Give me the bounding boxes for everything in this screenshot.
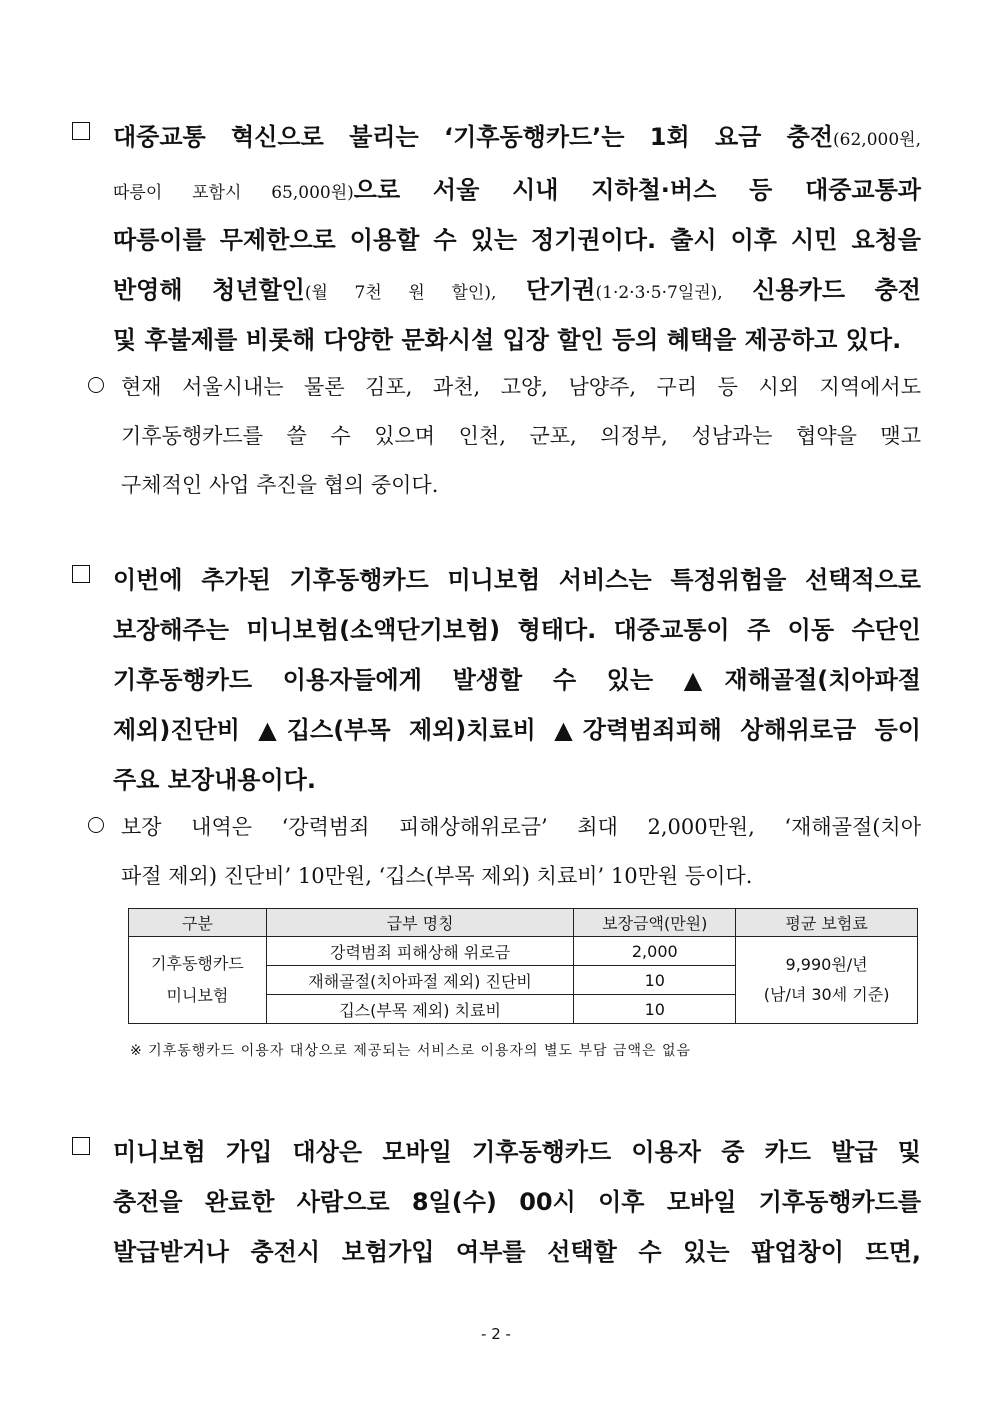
category-line-1: 기후동행카드 xyxy=(151,954,244,973)
sub-bullet-circle xyxy=(88,377,104,393)
text: 반영해 청년할인 xyxy=(113,276,305,304)
text: 으로 서울 시내 지하철·버스 등 대중교통과 xyxy=(353,176,921,204)
section1-sub-line-3: 구체적인 사업 추진을 협의 중이다. xyxy=(121,473,439,497)
premium-line-1: 9,990원/년 xyxy=(785,955,868,974)
section1-sub-line-1: 현재 서울시내는 물론 김포, 과천, 고양, 남양주, 구리 등 시외 지역에서도 xyxy=(121,375,921,399)
table-header: 구분 xyxy=(129,909,267,937)
section3-line-1: 미니보험 가입 대상은 모바일 기후동행카드 이용자 중 카드 발급 및 xyxy=(113,1138,921,1166)
table-note: ※ 기후동행카드 이용자 대상으로 제공되는 서비스로 이용자의 별도 부담 금액은 없음 xyxy=(130,1043,692,1059)
table-row xyxy=(129,937,918,966)
text-small: (62,000원, xyxy=(833,130,921,150)
premium-line-2: (남/녀 30세 기준) xyxy=(763,985,890,1004)
section1-line-2 xyxy=(113,170,921,205)
table-header: 평균 보험료 xyxy=(736,909,918,937)
section-bullet-square xyxy=(72,122,90,140)
text: 신용카드 충전 xyxy=(722,276,921,304)
category-cell xyxy=(129,937,267,1024)
section2-line-3: 기후동행카드 이용자들에게 발생할 수 있는 ▲재해골절(치아파절 xyxy=(113,666,921,694)
section1-line-4 xyxy=(113,270,921,305)
section1-sub-line-2: 기후동행카드를 쓸 수 있으며 인천, 군포, 의정부, 성남과는 협약을 맺고 xyxy=(121,424,921,448)
premium-cell xyxy=(736,937,918,1024)
table-header: 보장금액(만원) xyxy=(574,909,736,937)
section2-line-1: 이번에 추가된 기후동행카드 미니보험 서비스는 특정위험을 선택적으로 xyxy=(113,566,921,594)
text: 단기권 xyxy=(496,276,596,304)
table-header: 급부 명칭 xyxy=(266,909,574,937)
section-bullet-square xyxy=(72,565,90,583)
benefit-name-cell: 깁스(부목 제외) 치료비 xyxy=(266,995,574,1024)
section2-sub-line-1: 보장 내역은 ‘강력범죄 피해상해위로금’ 최대 2,000만원, ‘재해골절(치아 xyxy=(121,815,921,839)
section1-line-5: 및 후불제를 비롯해 다양한 문화시설 입장 할인 등의 혜택을 제공하고 있다. xyxy=(113,326,902,354)
amount-cell: 10 xyxy=(574,995,736,1024)
table-header-row xyxy=(129,909,918,937)
insurance-table xyxy=(128,908,918,1024)
section3-line-2: 충전을 완료한 사람으로 8일(수) 00시 이후 모바일 기후동행카드를 xyxy=(113,1188,921,1216)
section1-line-3: 따릉이를 무제한으로 이용할 수 있는 정기권이다. 출시 이후 시민 요청을 xyxy=(113,226,921,254)
section2-sub-line-2: 파절 제외) 진단비’ 10만원, ‘깁스(부목 제외) 치료비’ 10만원 등이다. xyxy=(121,864,753,888)
text-small: 따릉이 포함시 65,000원) xyxy=(113,183,354,203)
section2-line-2: 보장해주는 미니보험(소액단기보험) 형태다. 대중교통이 주 이동 수단인 xyxy=(113,616,921,644)
amount-cell: 10 xyxy=(574,966,736,995)
text-small: (1·2·3·5·7일권), xyxy=(595,283,723,303)
section2-line-5: 주요 보장내용이다. xyxy=(113,766,316,794)
benefit-name-cell: 강력범죄 피해상해 위로금 xyxy=(266,937,574,966)
benefit-name-cell: 재해골절(치아파절 제외) 진단비 xyxy=(266,966,574,995)
section2-line-4: 제외)진단비 ▲깁스(부목 제외)치료비 ▲강력범죄피해 상해위로금 등이 xyxy=(113,716,921,744)
text-small: (월 7천 원 할인), xyxy=(304,283,497,303)
sub-bullet-circle xyxy=(88,817,104,833)
text: 대중교통 혁신으로 불리는 ‘기후동행카드’는 1회 요금 충전 xyxy=(113,123,834,151)
category-line-2: 미니보험 xyxy=(166,986,229,1005)
amount-cell: 2,000 xyxy=(574,937,736,966)
section-bullet-square xyxy=(72,1137,90,1155)
section1-line-1 xyxy=(113,117,921,152)
page-number: - 2 - xyxy=(481,1325,511,1343)
section3-line-3: 발급받거나 충전시 보험가입 여부를 선택할 수 있는 팝업창이 뜨면, xyxy=(113,1238,921,1266)
